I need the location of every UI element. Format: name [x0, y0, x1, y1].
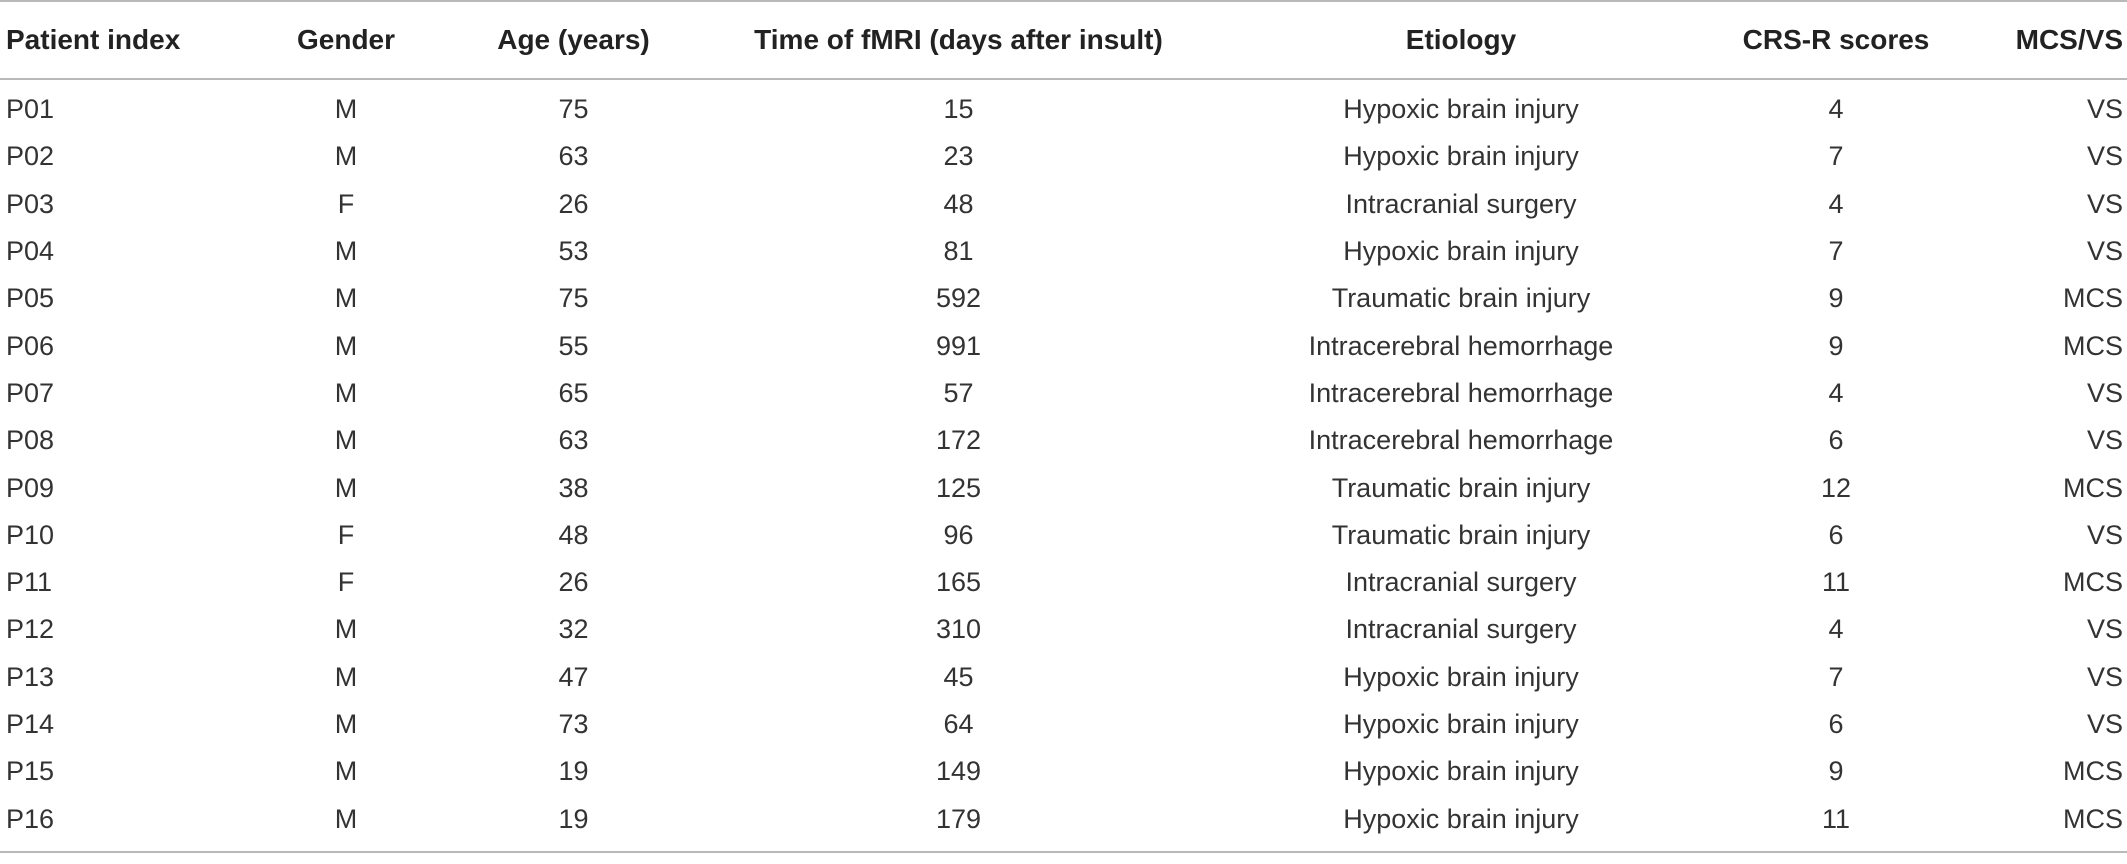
cell-gender: M — [334, 94, 358, 125]
cell-mcs-vs: MCS — [2063, 472, 2123, 503]
cell-gender: M — [334, 614, 358, 645]
cell-patient-index: P07 — [6, 377, 55, 408]
cell-patient-index: P15 — [6, 756, 55, 787]
cell-crs-r-score: 6 — [1828, 519, 1844, 550]
table-row — [0, 748, 2127, 795]
cell-gender: M — [334, 425, 358, 456]
cell-etiology: Hypoxic brain injury — [1343, 709, 1579, 739]
cell-time-of-fmri: 179 — [935, 803, 982, 834]
cell-age: 53 — [558, 236, 589, 267]
cell-time-of-fmri: 125 — [935, 472, 982, 503]
cell-gender: M — [334, 141, 358, 172]
cell-mcs-vs: VS — [2086, 709, 2123, 739]
table-row — [0, 181, 2127, 228]
cell-gender: F — [337, 567, 355, 598]
cell-etiology: Hypoxic brain injury — [1343, 141, 1579, 172]
cell-gender: M — [334, 472, 358, 503]
cell-etiology: Intracerebral hemorrhage — [1308, 377, 1614, 408]
cell-age: 19 — [558, 803, 589, 834]
cell-mcs-vs: VS — [2086, 519, 2123, 550]
cell-gender: M — [334, 283, 358, 314]
cell-time-of-fmri: 96 — [943, 519, 974, 550]
cell-crs-r-score: 4 — [1828, 188, 1844, 219]
cell-time-of-fmri: 15 — [943, 94, 974, 125]
cell-crs-r-score: 11 — [1821, 803, 1851, 834]
cell-patient-index: P02 — [6, 141, 55, 172]
cell-time-of-fmri: 57 — [943, 377, 974, 408]
table-row — [0, 701, 2127, 748]
cell-mcs-vs: VS — [2086, 661, 2123, 692]
cell-patient-index: P03 — [6, 188, 55, 219]
cell-age: 47 — [558, 661, 589, 692]
cell-etiology: Intracerebral hemorrhage — [1308, 425, 1614, 456]
cell-age: 19 — [558, 756, 589, 787]
cell-age: 63 — [558, 425, 589, 456]
table-row — [0, 79, 2127, 133]
cell-time-of-fmri: 592 — [935, 283, 982, 314]
table-row — [0, 275, 2127, 322]
header-time-of-fmri: Time of fMRI (days after insult) — [754, 24, 1163, 55]
cell-patient-index: P11 — [6, 567, 53, 598]
cell-etiology: Hypoxic brain injury — [1343, 661, 1579, 692]
cell-patient-index: P06 — [6, 330, 55, 361]
cell-etiology: Hypoxic brain injury — [1343, 94, 1579, 125]
cell-etiology: Intracranial surgery — [1345, 188, 1577, 219]
cell-age: 38 — [558, 472, 589, 503]
cell-etiology: Traumatic brain injury — [1331, 472, 1591, 503]
table-row — [0, 228, 2127, 275]
cell-etiology: Hypoxic brain injury — [1343, 803, 1579, 834]
header-age: Age (years) — [497, 24, 650, 55]
cell-gender: M — [334, 756, 358, 787]
cell-time-of-fmri: 81 — [943, 236, 974, 267]
cell-gender: F — [337, 519, 355, 550]
cell-age: 26 — [558, 567, 589, 598]
table-row — [0, 654, 2127, 701]
cell-patient-index: P04 — [6, 236, 55, 267]
header-patient-index: Patient index — [6, 24, 181, 55]
cell-patient-index: P12 — [6, 614, 55, 645]
cell-age: 73 — [558, 709, 589, 739]
cell-mcs-vs: VS — [2086, 188, 2123, 219]
cell-age: 55 — [558, 330, 589, 361]
cell-gender: M — [334, 330, 358, 361]
cell-mcs-vs: VS — [2086, 141, 2123, 172]
cell-mcs-vs: MCS — [2063, 756, 2123, 787]
cell-age: 75 — [558, 94, 589, 125]
cell-crs-r-score: 7 — [1828, 236, 1844, 267]
cell-age: 65 — [558, 377, 589, 408]
header-gender: Gender — [296, 24, 396, 55]
cell-crs-r-score: 7 — [1828, 141, 1844, 172]
cell-patient-index: P01 — [6, 94, 55, 125]
cell-patient-index: P08 — [6, 425, 55, 456]
table-row — [0, 464, 2127, 511]
cell-mcs-vs: VS — [2086, 425, 2123, 456]
cell-patient-index: P10 — [6, 519, 55, 550]
cell-etiology: Hypoxic brain injury — [1343, 756, 1579, 787]
cell-etiology: Traumatic brain injury — [1331, 283, 1591, 314]
cell-crs-r-score: 6 — [1828, 425, 1844, 456]
table-row — [0, 606, 2127, 653]
header-mcs-vs: MCS/VS — [2015, 24, 2123, 55]
header-crs-r-scores: CRS-R scores — [1742, 24, 1930, 55]
cell-age: 48 — [558, 519, 589, 550]
cell-patient-index: P09 — [6, 472, 55, 503]
cell-time-of-fmri: 48 — [943, 188, 974, 219]
cell-crs-r-score: 7 — [1828, 661, 1844, 692]
cell-age: 75 — [558, 283, 589, 314]
cell-etiology: Intracranial surgery — [1345, 614, 1577, 645]
cell-gender: M — [334, 377, 358, 408]
cell-patient-index: P16 — [6, 803, 55, 834]
cell-mcs-vs: VS — [2086, 377, 2123, 408]
cell-mcs-vs: MCS — [2063, 567, 2123, 598]
cell-crs-r-score: 9 — [1828, 283, 1844, 314]
cell-gender: M — [334, 661, 358, 692]
cell-crs-r-score: 9 — [1828, 756, 1844, 787]
cell-time-of-fmri: 172 — [935, 425, 982, 456]
header-row — [0, 1, 2127, 79]
cell-time-of-fmri: 149 — [935, 756, 982, 787]
cell-etiology: Intracerebral hemorrhage — [1308, 330, 1614, 361]
cell-age: 26 — [558, 188, 589, 219]
cell-crs-r-score: 9 — [1828, 330, 1844, 361]
table-row — [0, 417, 2127, 464]
table-row — [0, 370, 2127, 417]
cell-time-of-fmri: 991 — [935, 330, 982, 361]
cell-crs-r-score: 6 — [1828, 709, 1844, 739]
cell-patient-index: P14 — [6, 709, 55, 739]
cell-gender: M — [334, 236, 358, 267]
cell-patient-index: P05 — [6, 283, 55, 314]
table-row — [0, 133, 2127, 180]
cell-patient-index: P13 — [6, 661, 55, 692]
cell-crs-r-score: 4 — [1828, 94, 1844, 125]
cell-crs-r-score: 12 — [1820, 472, 1852, 503]
table-row — [0, 795, 2127, 851]
cell-mcs-vs: VS — [2086, 614, 2123, 645]
table-body — [0, 79, 2127, 852]
table-header — [0, 1, 2127, 79]
table-row — [0, 559, 2127, 606]
cell-etiology: Hypoxic brain injury — [1343, 236, 1579, 267]
cell-mcs-vs: VS — [2086, 236, 2123, 267]
cell-crs-r-score: 4 — [1828, 377, 1844, 408]
cell-age: 32 — [558, 614, 589, 645]
cell-mcs-vs: MCS — [2063, 803, 2123, 834]
table-row — [0, 322, 2127, 369]
cell-mcs-vs: VS — [2086, 94, 2123, 125]
cell-time-of-fmri: 64 — [943, 709, 974, 739]
cell-time-of-fmri: 23 — [943, 141, 974, 172]
cell-time-of-fmri: 45 — [943, 661, 974, 692]
cell-mcs-vs: MCS — [2063, 283, 2123, 314]
cell-age: 63 — [558, 141, 589, 172]
cell-gender: M — [334, 709, 358, 739]
cell-gender: F — [337, 188, 355, 219]
cell-etiology: Traumatic brain injury — [1331, 519, 1591, 550]
cell-time-of-fmri: 165 — [935, 567, 982, 598]
header-etiology: Etiology — [1405, 24, 1517, 55]
table-row — [0, 512, 2127, 559]
cell-time-of-fmri: 310 — [935, 614, 982, 645]
cell-etiology: Intracranial surgery — [1345, 567, 1577, 598]
cell-crs-r-score: 11 — [1821, 567, 1851, 598]
cell-gender: M — [334, 803, 358, 834]
cell-crs-r-score: 4 — [1828, 614, 1844, 645]
cell-mcs-vs: MCS — [2063, 330, 2123, 361]
